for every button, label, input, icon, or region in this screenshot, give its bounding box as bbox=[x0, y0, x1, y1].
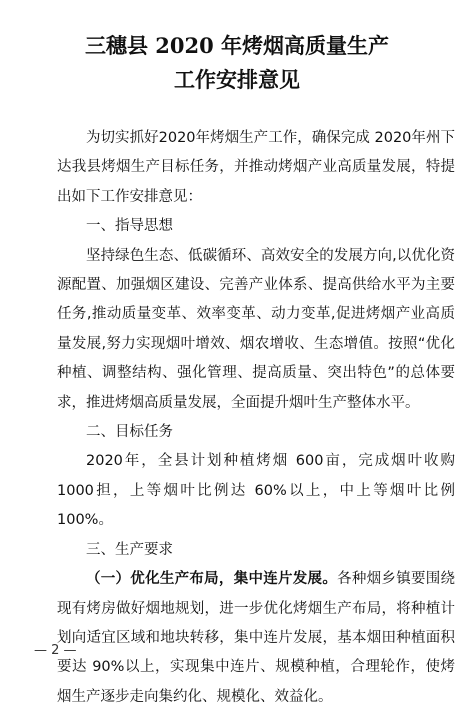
section3-heading: 三、生产要求 bbox=[86, 541, 173, 558]
document-title-line2: 工作安排意见 bbox=[174, 67, 300, 92]
section2-heading: 二、目标任务 bbox=[86, 424, 173, 441]
page-number: — 2 — bbox=[34, 643, 77, 658]
section1-heading: 一、指导思想 bbox=[86, 218, 173, 235]
section2-paragraph: 2020年，全县计划种植烤烟 600亩，完成烟叶收购 1000担，上等烟叶比例达 60%以上，中上等烟叶比例 100%。 bbox=[57, 453, 455, 529]
intro-paragraph: 为切实抓好2020年烤烟生产工作，确保完成 2020年州下达我县烤烟生产目标任务，并推动烤烟产业高质量发展，特提出如下工作安排意见： bbox=[57, 130, 455, 205]
section3-item1-lead: （一）优化生产布局，集中连片发展。 bbox=[86, 571, 338, 588]
document-title-line1: 三穗县 2020 年烤烟高质量生产 bbox=[84, 33, 390, 58]
section3-item1-body: 各种烟乡镇要围绕现有烤房做好烟地规划，进一步优化烤烟生产布局，将种植计划向适宜区域和地块转移，集中连片发展，基本烟田种植面积要达 90%以上，实现集中连片、规模种植，合理轮作，使烤烟生产逐步走向集约化、规模化、效益化。 bbox=[57, 571, 456, 705]
section1-paragraph: 坚持绿色生态、低碳循环、高效安全的发展方向,以优化资源配置、加强烟区建设、完善产业体系、提高供给水平为主要任务,推动质量变革、效率变革、动力变革,促进烤烟产业高质量发展,努力实现烟叶增效、烟农增收、生态增值。按照“优化种植、调整结构、强化管理、提高质量、突出特色”的总体要求，推进烤烟高质量发展，全面提升烟叶生产整体水平。 bbox=[57, 247, 455, 411]
document-body bbox=[57, 124, 455, 712]
section3-item1-paragraph bbox=[57, 565, 455, 712]
